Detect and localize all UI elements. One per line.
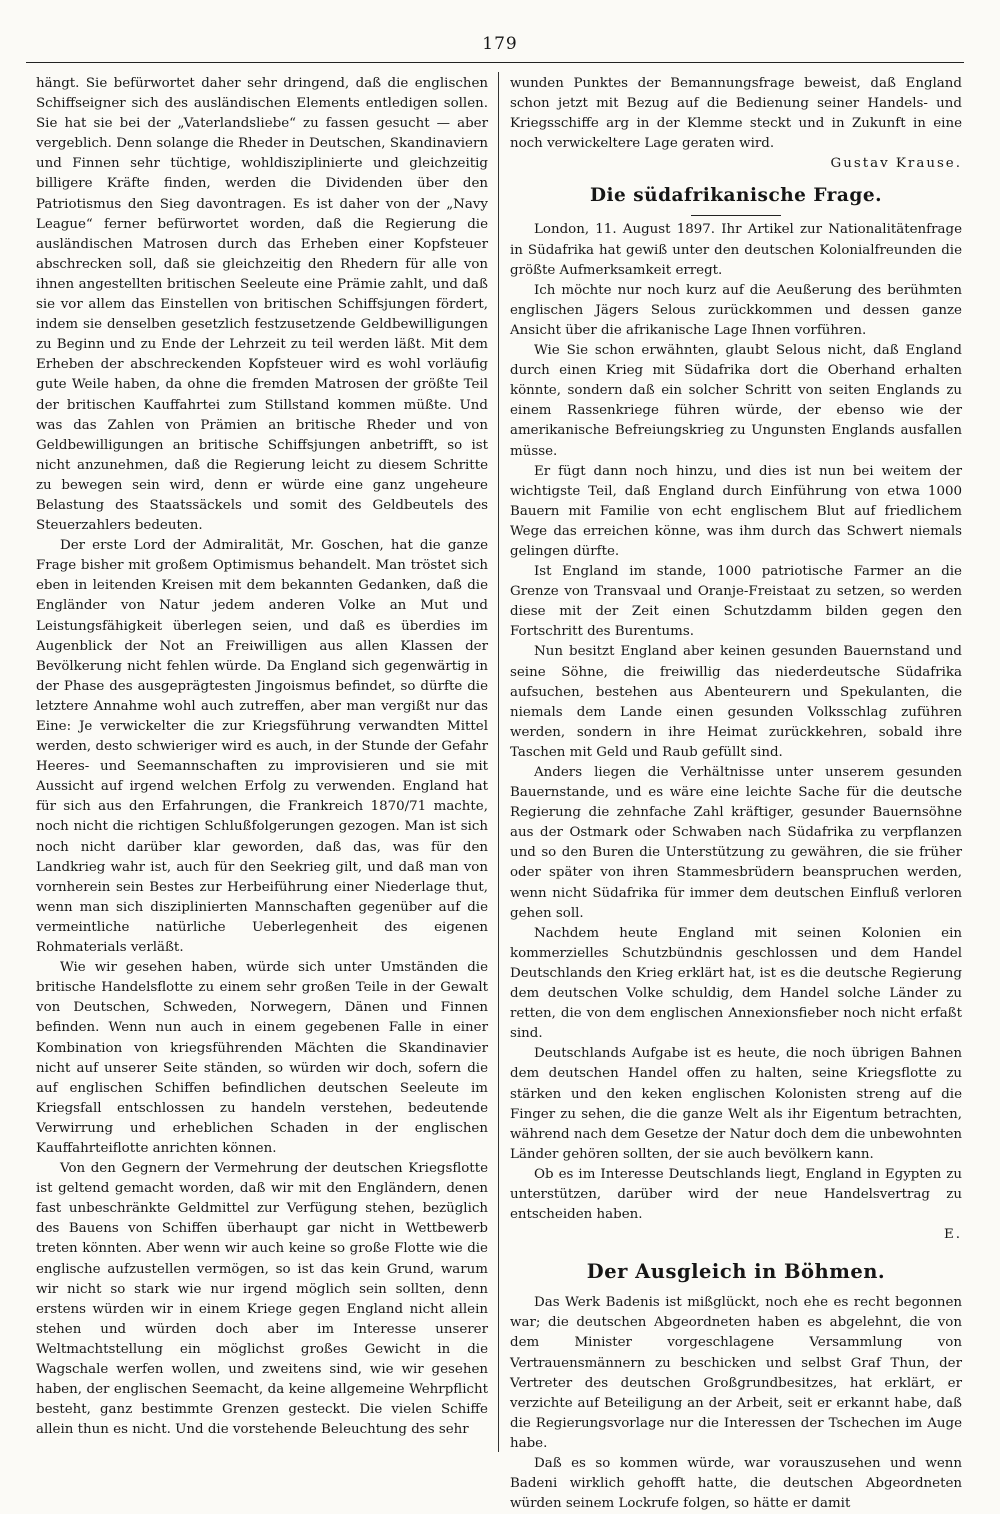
paragraph: Nun besitzt England aber keinen gesunden Bauernstand und seine Söhne, die freiwillig das niederdeutsche Südafrika aufsuchen, bestehen aus Abenteurern und Spekulanten, die niemals dem Lande einen gesunden Volksschlag zuführen werden, sondern in ihre Heimat zurückkehren, sobald ihre Taschen mit Geld und Raub gefüllt sind. [510,644,962,760]
paragraph: Deutschlands Aufgabe ist es heute, die noch übrigen Bahnen dem deutschen Handel offen zu halten, seine Kriegsflotte zu stärken und den keken englischen Kolonisten streng auf die Finger zu sehen, die die ganze Welt als ihr Eigentum betrachten, während nach dem Gesetze der Natur doch dem die unbewohnten Länder gehören sollten, der sie auch bevölkern kann. [510,1046,962,1162]
article-heading: Der Ausgleich in Böhmen. [586,1260,886,1284]
author-signature: E. [943,1227,962,1243]
paragraph: Nachdem heute England mit seinen Kolonien ein kommerzielles Schutzbündnis geschlossen und dem Handel Deutschlands den Krieg erklärt hat, ist es die deutsche Regierung dem deutschen Volke schuldig, dem Handel solche Länder zu retten, die von dem englischen Annexionsfieber noch nicht erfaßt sind. [510,925,962,1042]
paragraph: Das Werk Badenis ist mißglückt, noch ehe es recht begonnen war; die deutschen Abgeordneten haben es abgelehnt, die von dem Minister vorgeschlagene Versammlung von Vertrauensmännern zu beschicken und selbst Graf Thun, der Vertreter des deutschen Großgrundbesitzes, hat erklärt, er verzichte auf Beteiligung an der Arbeit, seit er erkannt habe, daß die Regierungsvorlage nur die Interessen der Tschechen im Auge habe. [510,1295,962,1451]
article-heading: Die südafrikanische Frage. [589,185,883,207]
paragraph: Der erste Lord der Admiralität, Mr. Goschen, hat die ganze Frage bisher mit großem Optimismus behandelt. Man tröstet sich eben in leitenden Kreisen mit dem bekannten Gedanken, daß die Engländer von Natur jedem anderen Volke an Mut und Leistungsfähigkeit überlegen seien, und daß es überdies im Augenblick der Not an Freiwilligen aus allen Klassen der Bevölkerung nicht fehlen würde. Da England sich gegenwärtig in der Phase des ausgeprägtesten Jingoismus befindet, so dürfte die letztere Annahme wohl auch zutreffen, aber man vergißt nur das Eine: Je verwickelter die zur Kriegsführung verwandten Mittel werden, desto schwieriger wird es auch, in der Stunde der Gefahr Heeres- und Seemannschaften zu improvisieren und sie mit Aussicht auf irgend welchen Erfolg zu verwenden. England hat für sich aus den Erfahrungen, die Frankreich 1870/71 machte, noch nicht die richtigen Schlußfolgerungen gezogen. Man ist sich noch nicht darüber klar geworden, daß das, was für den Landkrieg wahr ist, auch für den Seekrieg gilt, und daß man von vornherein sein Bestes zur Herbeiführung einer Niederlage thut, wenn man sich disziplinierten Mannschaften gegenüber auf die vermeintliche natürliche Ueberlegenheit des eigenen Rohmaterials verläßt. [36,538,488,956]
heading-rule [691,215,781,216]
paragraph: Ob es im Interesse Deutschlands liegt, England in Egypten zu unterstützen, darüber wird der neue Handelsvertrag zu entscheiden haben. [510,1166,962,1223]
paragraph: Wie wir gesehen haben, würde sich unter Umständen die britische Handelsflotte zu einem sehr großen Teile in der Gewalt von Deutschen, Schweden, Norwegern, Dänen und Finnen befinden. Wenn nun auch in einem gegebenen Falle in einer Kombination von kriegsführenden Mächten die Skandinavier nicht auf unserer Seite ständen, so würden wir doch, sofern die auf englischen Schiffen befindlichen deutschen Seeleute im Kriegsfall entschlossen zu handeln verstehen, bedeutende Verwirrung und erheblichen Schaden in der englischen Kauffahrteiflotte anrichten können. [36,960,488,1156]
paragraph: Er fügt dann noch hinzu, und dies ist nun bei weitem der wichtigste Teil, daß England durch Einführung von etwa 1000 Bauern mit Familie von echt englischem Blut auf friedlichem Wege das erreichen könne, was ihm durch das Schwert niemals gelingen dürfte. [510,463,962,559]
author-signature: Gustav Krause. [830,156,962,172]
paragraph: Daß es so kommen würde, war vorauszusehen und wenn Badeni wirklich gehofft hatte, die deutschen Abgeordneten würden seinem Lockrufe folgen, so hätte er damit [510,1456,962,1512]
paragraph: Wie Sie schon erwähnten, glaubt Selous nicht, daß England durch einen Krieg mit Südafrika dort die Oberhand erhalten könnte, sondern daß ein solcher Schritt von seiten Englands zu einem Rassenkriege führen würde, der ebenso wie der amerikanische Befreiungskrieg zu Ungunsten Englands ausfallen müsse. [510,343,962,459]
paragraph: Von den Gegnern der Vermehrung der deutschen Kriegsflotte ist geltend gemacht worden, daß wir mit den Engländern, denen fast unbeschränkte Geldmittel zur Verfügung stehen, bezüglich des Bauens von Schiffen überhaupt gar nicht in Wettbewerb treten könnten. Aber wenn wir auch keine so große Flotte wie die englische aufzustellen vermögen, so ist das kein Grund, warum wir nicht so stark wie nur irgend möglich sein sollten, denn erstens würden wir in einem Kriege gegen England nicht allein stehen und würden doch aber im Interesse unserer Weltmachtstellung ein möglichst großes Gewicht in die Wagschale werfen wollen, und zweitens sind, wie wir gesehen haben, der englischen Seemacht, da keine allgemeine Wehrpflicht besteht, ganz bestimmte Grenzen gesteckt. Die vielen Schiffe allein thun es nicht. Und die vorstehende Beleuchtung des sehr [36,1161,488,1438]
paragraph: hängt. Sie befürwortet daher sehr dringend, daß die englischen Schiffseigner sich des ausländischen Elements entledigen sollen. Sie hat sie bei der „Vaterlandsliebe“ zu fassen gesucht — aber vergeblich. Denn solange die Rheder in Deutschen, Skandinaviern und Finnen sehr tüchtige, wohldisziplinierte und gleichzeitig billigere Kräfte finden, werden die Dividenden über den Patriotismus den Sieg davontragen. Es ist daher von der „Navy League“ ferner befürwortet worden, daß die Regierung die ausländischen Matrosen durch das Erheben einer Kopfsteuer abschrecken soll, daß sie gleichzeitig den Rhedern für alle von ihnen angestellten britischen Seeleute eine Prämie zahlt, und daß sie vor allem das Einstellen von britischen Schiffsjungen fördert, indem sie denselben gesetzlich festzusetzende Geldbewilligungen zu Beginn und zu Ende der Lehrzeit zu teil werden läßt. Mit dem Erheben der abschreckenden Kopfsteuer wird es wohl vorläufig gute Weile haben, da ohne die fremden Matrosen der größte Teil der britischen Kauffahrtei zum Stillstand kommen müßte. Und was das Zahlen von Prämien an britische Rheder und von Geldbewilligungen an britische Schiffsjungen anbetrifft, so ist nicht anzunehmen, daß die Regierung leicht zu diesem Schritte zu bewegen sein wird, denn er würde eine ganz ungeheure Belastung des Staatssäckels und somit des Geldbeutels des Steuerzahlers bedeuten. [36,76,488,534]
page-number: 179 [482,34,518,54]
right-column [510,74,962,1514]
left-column [36,74,488,1440]
paragraph: wunden Punktes der Bemannungsfrage beweist, daß England schon jetzt mit Bezug auf die Bedienung seiner Handels- und Kriegsschiffe arg in der Klemme steckt und in Zukunft in eine noch verwickeltere Lage geraten wird. [510,76,962,152]
paragraph: Ich möchte nur noch kurz auf die Aeußerung des berühmten englischen Jägers Selous zurückkommen und dessen ganze Ansicht über die afrikanische Lage Ihnen vorführen. [510,282,962,338]
paragraph: Anders liegen die Verhältnisse unter unserem gesunden Bauernstande, und es wäre eine leichte Sache für die deutsche Regierung die zehnfache Zahl kräftiger, gesunder Bauernsöhne aus der Ostmark oder Schwaben nach Südafrika zu verpflanzen und so den Buren die Unterstützung zu gewähren, die sie früher oder später von ihren Stammesbrüdern beanspruchen werden, wenn nicht Südafrika für immer dem deutschen Einfluß verloren gehen soll. [510,765,962,921]
paragraph: London, 11. August 1897. Ihr Artikel zur Nationalitätenfrage in Südafrika hat gewiß unter den deutschen Kolonialfreunden die größte Aufmerksamkeit erregt. [510,222,962,278]
header-rule [26,62,964,63]
column-divider [498,72,499,1452]
paragraph: Ist England im stande, 1000 patriotische Farmer an die Grenze von Transvaal und Oranje-Freistaat zu setzen, so werden diese mit der Zeit einen Schutzdamm bilden gegen den Fortschritt des Burentums. [510,564,962,640]
